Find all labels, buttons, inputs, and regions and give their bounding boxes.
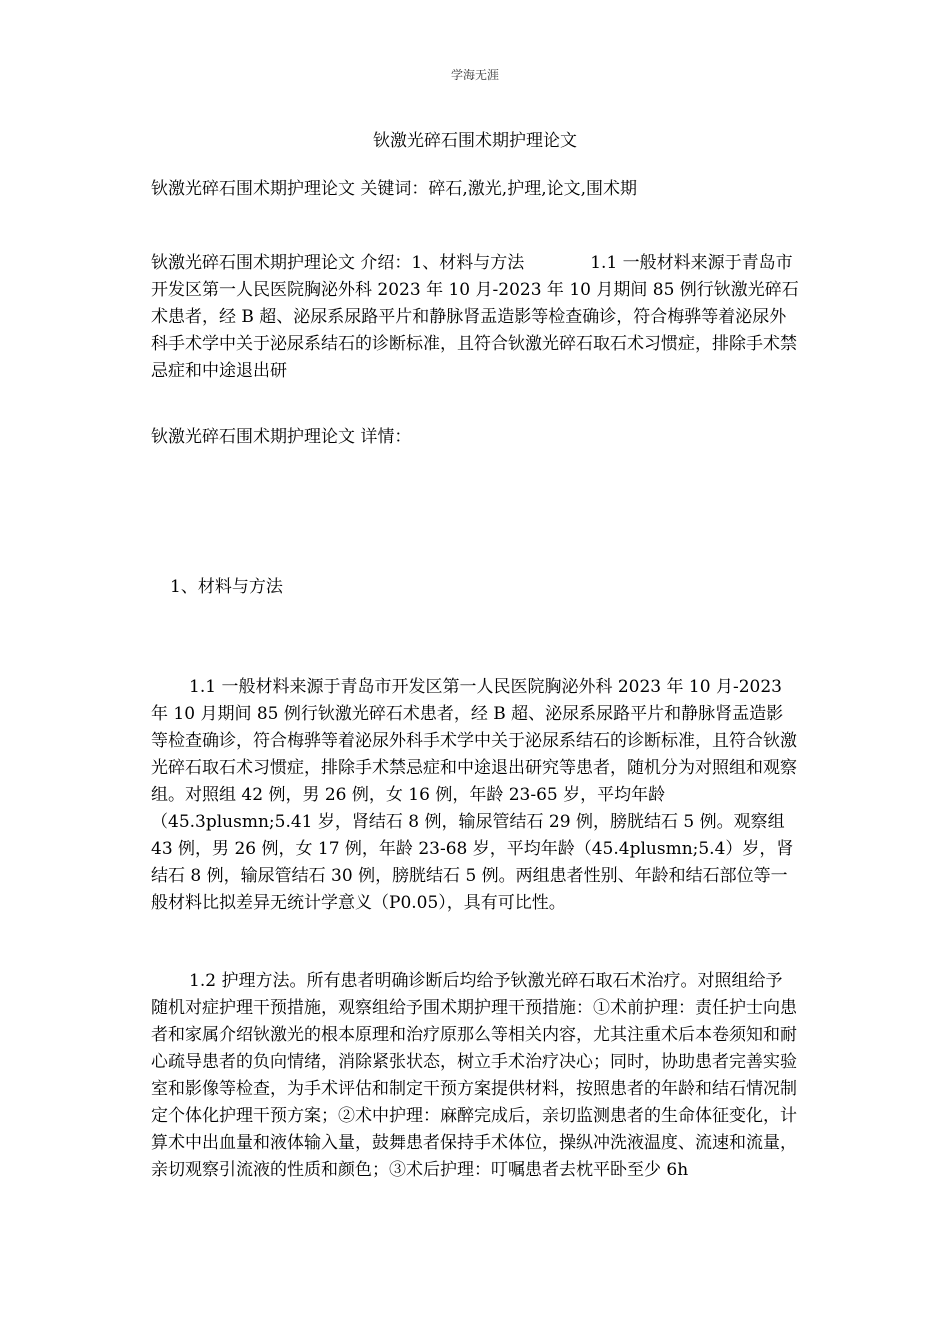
body-paragraph-1: 1.1 一般材料来源于青岛市开发区第一人民医院胸泌外科 2023 年 10 月-2023 年 10 月期间 85 例行钬激光碎石术患者，经 B 超、泌尿系尿路平片和静脉肾盂造影等检查确诊，符合梅骅等着泌尿外科手术学中关于泌尿系结石的诊断标准，且符合钬激光碎石取石术习惯症，排除手术禁忌症和中途退出研究等患者，随机分为对照组和观察组。对照组 42 例，男 26 例，女 16 例，年龄 23-65 岁，平均年龄（45.3plusmn;5.41 岁，肾结石 8 例，输尿管结石 29 例，膀胱结石 5 例。观察组 43 例，男 26 例，女 17 例，年龄 23-68 岁，平均年龄（45.4plusmn;5.4）岁，肾结石 8 例，输尿管结石 30 例，膀胱结石 5 例。两组患者性别、年龄和结石部位等一般材料比拟差异无统计学意义（P0.05），具有可比性。 bbox=[151, 677, 797, 913]
keywords-line: 钬激光碎石围术期护理论文 关键词：碎石,激光,护理,论文,围术期 bbox=[151, 179, 638, 199]
section-heading: 1、材料与方法 bbox=[170, 577, 283, 597]
intro-paragraph bbox=[151, 250, 799, 385]
details-label: 钬激光碎石围术期护理论文 详情： bbox=[151, 427, 412, 447]
intro-prefix: 钬激光碎石围术期护理论文 介绍：1、材料与方法 bbox=[151, 253, 525, 273]
body-paragraph-2: 1.2 护理方法。所有患者明确诊断后均给予钬激光碎石取石术治疗。对照组给予随机对症护理干预措施，观察组给予围术期护理干预措施：①术前护理：责任护士向患者和家属介绍钬激光的根本原理和治疗原那么等相关内容，尤其注重术后本卷须知和耐心疏导患者的负向情绪，消除紧张状态，树立手术治疗决心；同时，协助患者完善实验室和影像等检查，为手术评估和制定干预方案提供材料，按照患者的年龄和结石情况制定个体化护理干预方案；②术中护理：麻醉完成后，亲切监测患者的生命体征变化，计算术中出血量和液体输入量，鼓舞患者保持手术体位，操纵冲洗液温度、流速和流量，亲切观察引流液的性质和颜色；③术后护理：叮嘱患者去枕平卧至少 6h bbox=[151, 971, 797, 1180]
document-title: 钬激光碎石围术期护理论文 bbox=[373, 131, 577, 151]
page-header: 学海无涯 bbox=[450, 68, 499, 82]
intro-rest: 1.1 一般材料来源于青岛市开发区第一人民医院胸泌外科 2023 年 10 月-2023 年 10 月期间 85 例行钬激光碎石术患者，经 B 超、泌尿系尿路平片和静脉肾盂造影等检查确诊，符合梅骅等着泌尿外科手术学中关于泌尿系结石的诊断标准，且符合钬激光碎石取石术习惯症，排除手术禁忌症和中途退出研 bbox=[151, 253, 799, 381]
